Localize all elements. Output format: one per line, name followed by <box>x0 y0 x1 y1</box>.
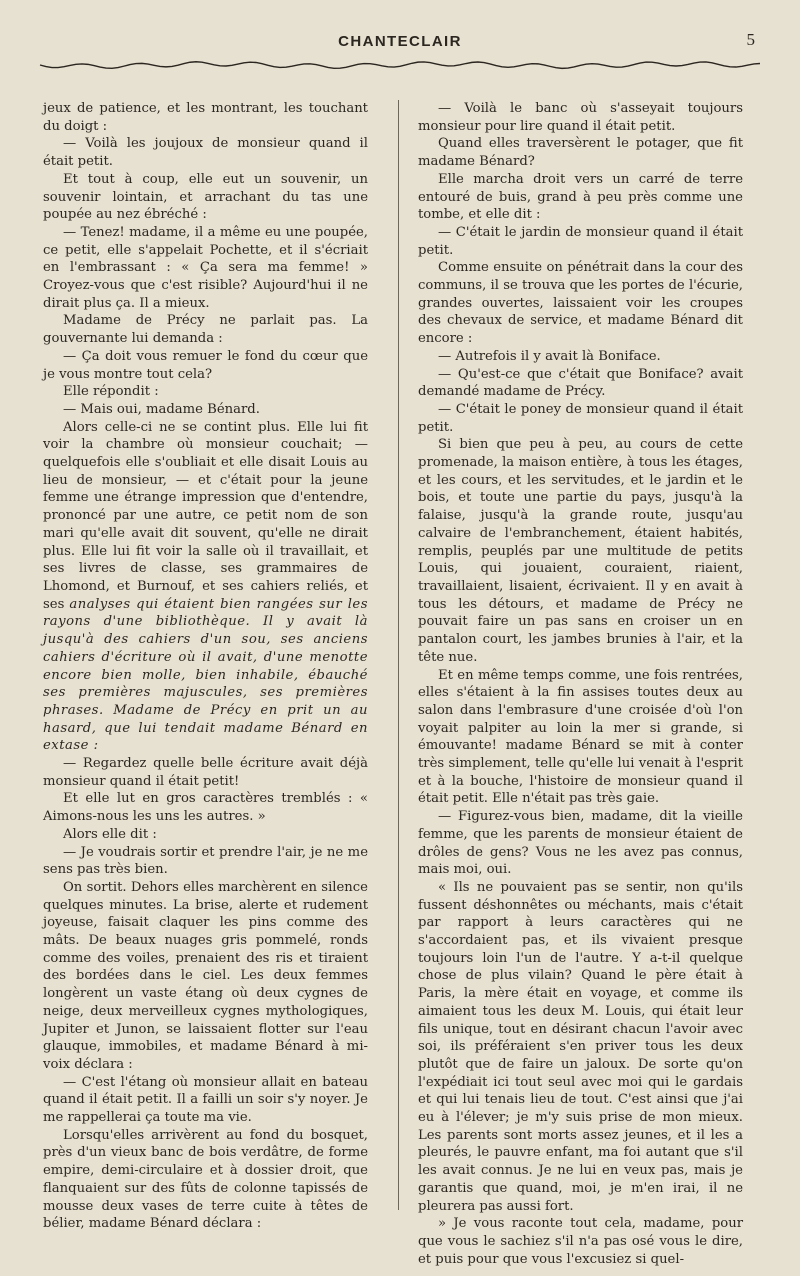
page-header <box>40 30 760 80</box>
journal-title: CHANTECLAIR <box>338 33 462 50</box>
paragraph: Et tout à coup, elle eut un souvenir, un souvenir lointain, et arrachant du tas une poupée au nez ébréché : <box>43 171 368 223</box>
paragraph: jeux de patience, et les montrant, les touchant du doigt : <box>43 101 368 134</box>
header-wavy-rule <box>40 58 760 72</box>
paragraph: — C'est l'étang où monsieur allait en bateau quand il était petit. Il a failli un soir s'y noyer. Je me rappellerai ça toute ma vie. <box>43 1074 368 1126</box>
paragraph: — Autrefois il y avait là Boniface. <box>438 348 661 364</box>
paragraph: » Je vous raconte tout cela, madame, pour que vous le sachiez s'il n'a pas osé vous le dire, et puis pour que vous l'excusiez si quel- <box>418 1216 743 1267</box>
paragraph: — Ça doit vous remuer le fond du cœur que je vous montre tout cela? <box>43 348 368 382</box>
paragraph: — Tenez! madame, il a même eu une poupée, ce petit, elle s'appelait Pochette, et il s'écriait en l'embrassant : « Ça sera ma femme! » Croyez-vous que c'est risible? Aujourd'hui il ne dirait plus ça. Il a mieux. <box>43 224 368 311</box>
paragraph: Et en même temps comme, une fois rentrées, elles s'étaient à la fin assises toutes deux au salon dans l'embrasure d'une croisée d'où l'on voyait palpiter au loin la mer si grande, si émouvante! madame Bénard se mit à conter très simplement, telle qu'elle lui venait à l'esprit et à la bouche, l'histoire de monsieur quand il était petit. Elle n'était pas très gaie. <box>418 667 743 807</box>
paragraph: « Ils ne pouvaient pas se sentir, non qu'ils fussent déshonnêtes ou méchants, mais c'était par rapport à leurs caractères qui ne s'accordaient pas, et ils vivaient presque toujours loin l'un de l'autre. Y a-t-il quelque chose de plus vilain? Quand le père était à Paris, la mère était en voyage, et comme ils aimaient tous les deux M. Louis, qui était leur fils unique, tout en désirant chacun l'avoir avec soi, ils préféraient s'en priver tous les deux plutôt que de faire un jaloux. De sorte qu'on l'expédiait ici tout seul avec moi qui le gardais et qui lui tenais lieu de tout. C'est ainsi que j'ai eu à l'élever; je m'y suis prise de mon mieux. Les parents sont morts assez jeunes, et il les a pleurés, le pauvre enfant, ma foi autant que s'il les avait connus. Je ne lui en veux pas, mais je garantis que quand, moi, je m'en irai, il ne pleurera pas aussi fort. <box>418 879 743 1214</box>
paragraph: Comme ensuite on pénétrait dans la cour des communs, il se trouva que les portes de l'écurie, grandes ouvertes, laissaient voir les croupes des chevaux de service, et madame Bénard dit encore : <box>418 260 743 347</box>
paragraph: — Regardez quelle belle écriture avait déjà monsieur quand il était petit! <box>43 756 368 789</box>
page-number: 5 <box>746 30 755 49</box>
right-column <box>418 100 743 1267</box>
paragraph: Lorsqu'elles arrivèrent au fond du bosquet, près d'un vieux banc de bois verdâtre, de forme empire, demi-circulaire et à dossier droit, que flanquaient sur des fûts de colonne tapissés de mousse deux vases de terre cuite à têtes de bélier, madame Bénard déclara : <box>43 1127 368 1232</box>
paragraph: On sortit. Dehors elles marchèrent en silence quelques minutes. La brise, alerte et rudement joyeuse, faisait claquer les pins comme des mâts. De beaux nuages gris pommelé, ronds comme des voiles, prenaient des ris et tiraient des bordées dans le ciel. Les deux femmes longèrent un vaste étang où deux cygnes de neige, deux merveilleux cygnes mythologiques, Jupiter et Junon, se laissaient flotter sur l'eau glauque, immobiles, et madame Bénard à mi-voix déclara : <box>43 879 368 1072</box>
paragraph: Elle marcha droit vers un carré de terre entouré de buis, grand à peu près comme une tombe, et elle dit : <box>418 171 743 223</box>
paragraph: — Qu'est-ce que c'était que Boniface? avait demandé madame de Précy. <box>418 366 743 400</box>
paragraph: — C'était le jardin de monsieur quand il était petit. <box>418 224 743 258</box>
paragraph: Madame de Précy ne parlait pas. La gouvernante lui demanda : <box>43 313 368 347</box>
paragraph-with-italic <box>43 419 368 755</box>
paragraph: Elle répondit : <box>63 384 159 400</box>
paragraph: Et elle lut en gros caractères tremblés : « Aimons-nous les uns les autres. » <box>43 791 368 825</box>
paragraph-text: Alors celle-ci ne se contint plus. Elle lui fit voir la chambre où monsieur couchait; — quelquefois elle s'oubliait et elle disait Louis au lieu de monsieur, — et c'était pour la jeune femme une étrange impression que d'entendre, prononcé par une autre, ce petit nom de son mari qu'elle avait dit souvent, qu'elle ne dirait plus. Elle lui fit voir la salle où il travaillait, et ses livres de classe, ses grammaires de Lhomond, et Burnouf, et ses cahiers reliés, et ses <box>43 419 368 612</box>
paragraph: — Voilà le banc où s'asseyait toujours monsieur pour lire quand il était petit. <box>418 101 743 134</box>
paragraph: — C'était le poney de monsieur quand il était petit. <box>418 401 743 435</box>
paragraph: Si bien que peu à peu, au cours de cette promenade, la maison entière, à tous les étages, et les cours, et les servitudes, et le jardin et le bois, et toute une partie du pays, jusqu'à la falaise, jusqu'à la grande route, jusqu'au calvaire de l'embranchement, étaient habités, remplis, peuplés par une multitude de petits Louis, qui jouaient, couraient, riaient, travaillaient, lisaient, écrivaient. Il y en avait à tous les détours, et madame de Précy ne pouvait faire un pas sans en croiser un en pantalon court, les jambes brunies à l'air, et la tête nue. <box>418 437 743 665</box>
column-divider <box>398 100 399 1210</box>
italic-word: analyses qui étaient bien rangées sur les rayons d'une bibliothèque. Il y avait là jusqu'à des cahiers d'un sou, ses anciens cahiers d'écriture où il avait, d'une menotte encore bien molle, bien inhabile, ébauché ses premières majuscules, ses premières phrases. Madame de Précy en prit un au hasard, que lui tendait madame Bénard en extase : <box>43 596 368 754</box>
paragraph: — Je voudrais sortir et prendre l'air, je ne me sens pas très bien. <box>43 844 368 878</box>
paragraph: Alors elle dit : <box>63 826 157 842</box>
left-column <box>43 100 368 1232</box>
paragraph: — Figurez-vous bien, madame, dit la vieille femme, que les parents de monsieur étaient de drôles de gens? Vous ne les avez pas connus, mais moi, oui. <box>418 809 743 878</box>
paragraph: — Voilà les joujoux de monsieur quand il était petit. <box>43 136 368 170</box>
paragraph: — Mais oui, madame Bénard. <box>63 401 260 417</box>
paragraph: Quand elles traversèrent le potager, que fit madame Bénard? <box>418 136 743 170</box>
